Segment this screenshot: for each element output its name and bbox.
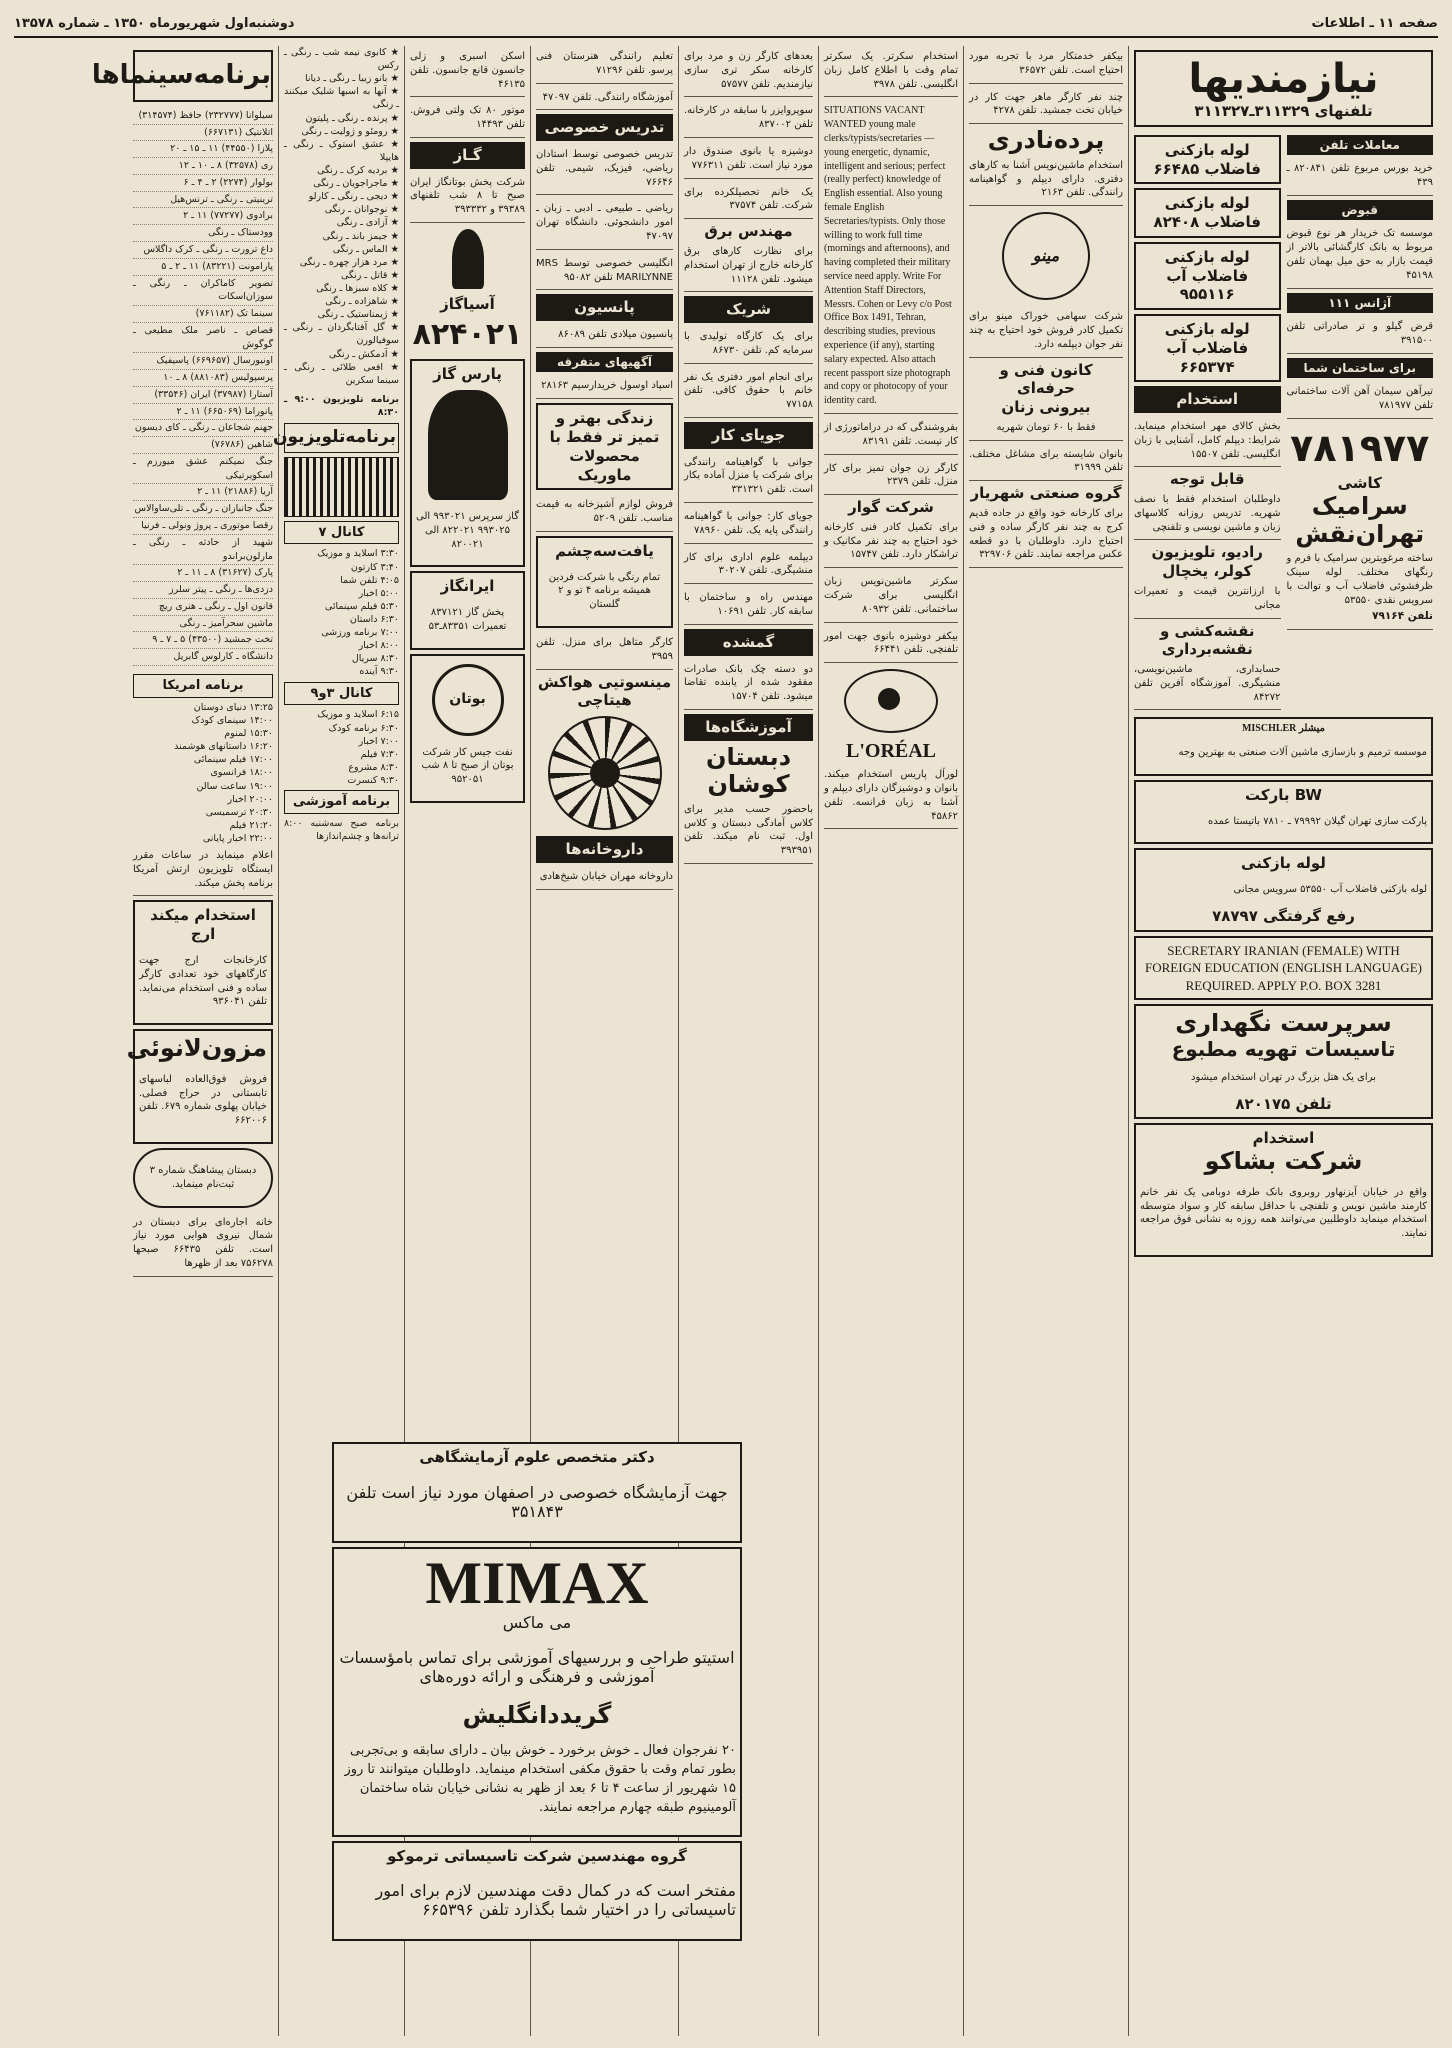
building-big-phone: ۷۸۱۹۷۷ bbox=[1290, 425, 1430, 470]
tv-program-time: برنامه تلویزیون ۹:۰۰ ـ ۸:۳۰ bbox=[284, 393, 399, 418]
us-tv-item: ۲۰:۰۰ اخبار bbox=[227, 793, 273, 805]
cinema-listing: دانشگاه ـ کارلوس گابریل bbox=[133, 649, 273, 666]
c5-ad2: سوپروایزر با سابقه در کارخانه. تلفن ۸۳۷۰۰۲ bbox=[684, 100, 813, 138]
cinema-entry: ★ کابوی نیمه شب ـ رنگی ـ رکس bbox=[284, 47, 399, 72]
tv-lions-emblem-icon bbox=[284, 457, 399, 517]
agency-head: آژانس ۱۱۱ bbox=[1287, 293, 1434, 314]
c4-ad4: انگلیسی خصوصی توسط MRS MARILYNNE تلفن ۹۵۰۸۲ bbox=[536, 253, 673, 291]
tv-item: ۳:۳۰ اسلاید و موزیک bbox=[317, 548, 399, 560]
asia-head: آسیاگاز bbox=[440, 295, 495, 314]
c5-ad5: برای انجام امور دفتری یک نفر خانم با حقوق کافی. تلفن ۷۷۱۵۸ bbox=[684, 367, 813, 418]
cinema-entry: ★ ژیمناستیک ـ رنگی bbox=[317, 309, 399, 321]
cinema-listing: شاهین (۷۶۷۸۶) bbox=[133, 437, 273, 454]
cinema-listing: بولوار (۲۲۷۴) ۲ ـ ۴ ـ ۶ bbox=[133, 175, 273, 192]
cinema-entry: ★ افعی طلائی ـ رنگی ـ سینما سکرین bbox=[284, 361, 399, 386]
loreal-eye-icon bbox=[844, 669, 938, 733]
channel-7-head: کانال ۷ bbox=[284, 521, 399, 545]
cinema-entry: ★ گل آفتابگردان ـ رنگی ـ سوفیالورن bbox=[284, 322, 399, 347]
ceramic-ad: ساخته مرغوبترین سرامیک با فرم و رنگهای مختلف. لوله سینک ظرفشوئی فاضلاب آب و توالت با سرویس نقدی ۵۳۵۵۰ تلفن ۷۹۱۶۴ bbox=[1287, 548, 1434, 630]
asia-phone: ۸۲۴۰۲۱ bbox=[412, 316, 523, 352]
us-tv-item: ۱۹:۰۰ ساعت سالن bbox=[196, 780, 273, 792]
cinema-list bbox=[133, 108, 273, 666]
private-head: تدریس خصوصی bbox=[536, 114, 673, 141]
cinema-title: برنامه‌سینماها bbox=[133, 50, 273, 102]
cinema-listing: دزدی‌ها ـ رنگی ـ پیتر سلرز bbox=[133, 582, 273, 599]
cinema-listing: پلازا (۴۴۵۵۰) ۱۱ ـ ۱۵ ـ ۲۰ bbox=[133, 141, 273, 158]
pipe-box-4: لوله بازکنی فاضلاب آب ۶۶۵۳۷۴ bbox=[1134, 314, 1281, 382]
basha-box: استخدام شرکت بشاکو واقع در خیابان آیزنهاور روبروی بانک طرفه دوبامی یک نفر خانم کارمند ماشین نویس و تلفنچی با حداقل سابقه کار و سواد متوسطه استخدام مینماید داوطلبین می‌توانند همه روزه به نشانی فوق مراجعه نمایند. bbox=[1134, 1123, 1433, 1257]
tv-item: ۸:۳۰ سریال bbox=[351, 653, 399, 665]
us-tv-item: ۱۸:۰۰ فرانسوی bbox=[210, 767, 273, 779]
cinema-listing: وودستاک ـ رنگی bbox=[133, 225, 273, 242]
cinema-listing: اونیورسال (۶۶۹۶۵۷) پاسیفیک bbox=[133, 353, 273, 370]
c6-ad2: بفروشندگی که در دراماتورژی از کار نیست. تلفن ۸۳۱۹۱ bbox=[824, 417, 958, 455]
tv-item: ۹:۳۰ آینده bbox=[359, 666, 399, 678]
cinema-listing: قانون اول ـ رنگی ـ هنری ریچ bbox=[133, 599, 273, 616]
cinema-listing: پارک (۳۱۶۲۷) ۸ ـ ۱۱ ـ ۲ bbox=[133, 565, 273, 582]
pipe-phone: رفع گرفتگی ۷۸۷۹۷ bbox=[1212, 906, 1355, 925]
cinema-listing: ترینیتی ـ رنگی ـ ترنس‌هیل bbox=[133, 192, 273, 209]
cinema-entry: ★ آدمکش ـ رنگی bbox=[328, 348, 399, 360]
gas-ad: شرکت پخش بوتانگاز ایران صبح تا ۸ شب تلفنهای ۳۹۳۸۹ و ۳۹۳۳۳۲ bbox=[410, 172, 525, 223]
building-head: برای ساختمان شما bbox=[1287, 358, 1434, 379]
tv-item: ۷:۳۰ فیلم bbox=[360, 748, 399, 760]
us-tv-note: اعلام مینماید در ساعات مقرر ایستگاه تلویزیون ارتش آمریکا برنامه پخش میکند. bbox=[133, 845, 273, 896]
fan-icon bbox=[548, 716, 662, 830]
cinema-listing: جهنم شجاعان ـ رنگی ـ کای دیسون bbox=[133, 420, 273, 437]
mimax-big: گریددانگلیش bbox=[462, 1700, 612, 1729]
tv-item: ۸:۰۰ اخبار bbox=[358, 640, 399, 652]
mischler-head: MISCHLER میشلر bbox=[1241, 723, 1326, 735]
secretary-en-ad: SECRETARY IRANIAN (FEMALE) WITH FOREIGN EDUCATION (ENGLISH LANGUAGE) REQUIRED. APPLY P.O. BOX 3281 bbox=[1134, 936, 1433, 1001]
cinema-listing: تصویر کاماکران ـ رنگی ـ سوزان‌اسکات bbox=[133, 276, 273, 307]
tv-item: ۶:۱۵ اسلاید و موزیک bbox=[317, 709, 399, 721]
cinema-entry: ★ بردیه کرک ـ رنگی bbox=[317, 164, 399, 176]
c6-ad3: کارگر زن جوان تمیز برای کار منزل. تلفن ۲۳۷۹ bbox=[824, 458, 958, 496]
c9-left-half bbox=[1134, 131, 1281, 714]
drug-head: داروخانه‌ها bbox=[536, 836, 673, 863]
transactions-head: معاملات تلفن bbox=[1287, 135, 1434, 156]
curtain-head: پرده‌نادری bbox=[987, 126, 1105, 155]
final-ad: خانه اجاره‌ای برای دبستان در شمال نیروی هوایی مورد نیاز است. تلفن ۶۶۴۳۵ صبحها ۷۵۶۲۷۸ بعد از ظهرها bbox=[133, 1212, 273, 1277]
cinema-entry: ★ جیمز باند ـ رنگی bbox=[322, 230, 399, 242]
us-tv-head: برنامه امریکا bbox=[133, 674, 273, 698]
flame-icon bbox=[452, 229, 484, 289]
cinema-listing: پانوراما (۶۶۵۰۶۹) ۱۱ ـ ۲ bbox=[133, 404, 273, 421]
cinema-entry: ★ نوجوانان ـ رنگی bbox=[324, 204, 399, 216]
cinema-entry: ★ مرد هزار چهره ـ رنگی bbox=[299, 256, 399, 268]
c5-ad8: مهندس راه و ساختمان با سابقه کار. تلفن ۱۰۶۹۱ bbox=[684, 587, 813, 625]
grade-ad: فقط با ۶۰ تومان شهریه bbox=[969, 417, 1123, 441]
c4-ad2: آموزشگاه رانندگی. تلفن ۴۷۰۹۷ bbox=[536, 87, 673, 111]
map-head: نقشه‌کشی و نقشه‌برداری bbox=[1160, 621, 1255, 659]
pars-box: پارس گاز گاز سرپرس ۹۹۳۰۲۱ الی ۹۹۳۰۲۵ ۸۲۲۰۲۱ الی ۸۲۰۰۲۱ bbox=[410, 359, 525, 567]
loreal-logo: L'ORÉAL bbox=[845, 740, 937, 763]
butan-box: بوتان نفت جیس کار شرکت بوتان از صبح تا ۸ شب ۹۵۲۰۵۱ bbox=[410, 654, 525, 803]
cinema-listing: جنگ نمیکنم عشق میورزم ـ اسکویرتیکی bbox=[133, 454, 273, 485]
tv-item: ۵:۰۰ اخبار bbox=[358, 587, 399, 599]
pipe-head: لوله بازکنی bbox=[1241, 854, 1326, 873]
scout-school-box: دبستان پیشاهنگ شماره ۳ ثبت‌نام مینماید. bbox=[133, 1148, 273, 1208]
transactions-ad: خرید بورس مربوع تلفن ۸۲۰۸۴۱ ـ ۴۳۹ bbox=[1287, 158, 1434, 196]
lost-ad: دو دسته چک بانک صادرات مفقود شده از یابنده تقاضا میشود. تلفن ۱۵۷۰۴ bbox=[684, 659, 813, 710]
tv-item: ۸:۳۰ مشروع bbox=[348, 761, 399, 773]
school-head: آموزشگاه‌ها bbox=[684, 714, 813, 741]
c9-right-half bbox=[1287, 131, 1434, 714]
radio-ad: با ارزانترین قیمت و تعمیرات مجانی bbox=[1134, 581, 1281, 619]
cinema-listing: پارامونت (۸۳۲۲۱) ۱۱ ـ ۲ ـ ۵ bbox=[133, 259, 273, 276]
basha-sub: شرکت بشاکو bbox=[1204, 1147, 1363, 1176]
cinema-entry: ★ دیجی ـ رنگی ـ کارلو bbox=[308, 191, 399, 203]
radio-sub: کولر، یخچال bbox=[1162, 562, 1253, 581]
cinema-entry: ★ پرنده ـ رنگی ـ پلیتون bbox=[305, 112, 399, 124]
cinema-entry: ★ عشق استوک ـ رنگی ـ هایپلا bbox=[284, 138, 399, 163]
c4-ad5: فروش لوازم آشپزخانه به قیمت مناسب. تلفن ۵۲۰۹ bbox=[536, 494, 673, 532]
cinema-listing: شهید از حادثه ـ رنگی ـ مارلون‌براندو bbox=[133, 535, 273, 566]
c7-ad1: بیکفر خدمتکار مرد با تجربه مورد احتیاج است. تلفن ۳۶۵۷۲ bbox=[969, 46, 1123, 84]
classifieds-phones: تلفنهای ۳۱۱۳۲۹ـ۳۱۱۳۲۷ bbox=[1194, 102, 1373, 120]
tv-item: ۷:۰۰ برنامه ورزشی bbox=[321, 627, 399, 639]
column-1-cinemas bbox=[91, 46, 278, 2036]
us-tv-item: ۱۳:۲۵ دنیای دوستان bbox=[193, 701, 273, 713]
cinema-listing: پرسپولیس (۸۸۱۰۸۳) ۸ ـ ۱۰ bbox=[133, 370, 273, 387]
c5-ad1: بعدهای کارگر زن و مرد برای کارخانه سکر تری سازی نیازمندیم. تلفن ۵۷۵۷۷ bbox=[684, 46, 813, 97]
c3-ad2: موتور ۸۰ تک ولتی فروش. تلفن ۱۴۴۹۳ bbox=[410, 100, 525, 138]
thermoco-box: گروه مهندسین شرکت تاسیساتی ترموکو مفتخر است که در کمال دقت مهندسین لازم برای امور تاسیساتی را در اختیار شما بگذارد تلفن ۶۶۵۳۹۶ bbox=[332, 1841, 742, 1942]
tv-item: ۷:۰۰ اخبار bbox=[358, 735, 399, 747]
pansion-head: پانسیون bbox=[536, 294, 673, 321]
cinema-listing: سینما تک (۷۶۱۱۸۲) bbox=[133, 306, 273, 323]
drug-ad: داروخانه مهران خیابان شیخ‌هادی bbox=[536, 866, 673, 890]
job-ad: جوانی با گواهینامه رانندگی برای شرکت یا منزل آماده بکار است. تلفن ۳۳۱۳۲۱ bbox=[684, 452, 813, 503]
tv-item: ۳:۴۰ کارتون bbox=[350, 561, 399, 573]
bw-head: BW بارکت bbox=[1245, 785, 1322, 804]
cinema-listing: تخت جمشید (۴۳۵۰۰) ۵ ـ ۷ ـ ۹ bbox=[133, 632, 273, 649]
yaft-box: یافت‌سه‌چشم تمام رنگی با شرکت فردین همیشه برنامه ۴ تو و ۲ گلستان bbox=[536, 536, 673, 628]
cinema-entry: ★ بانو زیبا ـ رنگی ـ دیانا bbox=[305, 73, 399, 85]
partner-head: شریک bbox=[684, 296, 813, 323]
c4-ad6: کارگر متاهل برای منزل. تلفن ۳۹۵۹ bbox=[536, 632, 673, 670]
classifieds-title: نیازمندیها bbox=[1188, 56, 1379, 102]
cinema-listing: جنگ جانبازان ـ رنگی ـ تلی‌ساوالاس bbox=[133, 501, 273, 518]
c6-ad5: بیکفر دوشیزه بانوی جهت امور تلفنچی. تلفن ۶۶۴۴۱ bbox=[824, 626, 958, 664]
pipe-box-3: لوله بازکنی فاضلاب آب ۹۵۵۱۱۶ bbox=[1134, 242, 1281, 310]
life-box: زندگی بهتر و تمیز تر فقط با محصولات ماوریک bbox=[536, 403, 673, 490]
iran-gas-box: ایرانگاز پخش گاز ۸۳۷۱۲۱ تعمیرات ۸۳۳۵۱ـ۵۳ bbox=[410, 571, 525, 649]
c4-ad3: ریاضی ـ طبیعی ـ ادبی ـ زبان ـ امور دانشجوئی. دانشگاه تهران ۴۷۰۹۷ bbox=[536, 198, 673, 249]
butan-logo: بوتان bbox=[432, 664, 504, 736]
grade-head: کانون فنی و حرفه‌ای bbox=[999, 360, 1093, 398]
cinema-entry: ★ ماجراجویان ـ رنگی bbox=[313, 178, 399, 190]
job-head: جویای کار bbox=[684, 422, 813, 449]
cinema-listing: آستارا (۳۷۹۸۷) ایران (۳۳۵۴۶) bbox=[133, 387, 273, 404]
ghobous-ad: موسسه تک خریدار هر نوع قبوض مربوط به بانک کارگشائی بالاتر از قیمت بازار به حق میل بهمان تلفن ۴۵۱۹۸ bbox=[1287, 223, 1434, 288]
gavar-ad: برای تکمیل کادر فنی کارخانه خود احتیاج به چند نفر مکانیک و تراشکار دارد. تلفن ۱۵۷۴۷ bbox=[824, 517, 958, 568]
gavar-head: شرکت گوار bbox=[848, 498, 934, 517]
pars-gas-mascot-icon bbox=[428, 390, 508, 500]
us-tv-item: ۱۶:۲۰ داستانهای هوشمند bbox=[174, 741, 273, 753]
issue-date: دوشنبه‌اول شهریورماه ۱۳۵۰ ـ شماره ۱۳۵۷۸ bbox=[14, 15, 295, 31]
pipe-final-box: لوله بازکنی لوله بازکنی فاضلاب آب ۵۳۵۵۰ سرویس مجانی رفع گرفتگی ۷۸۷۹۷ bbox=[1134, 848, 1433, 931]
pipe-box-2: لوله بازکنی فاضلاب ۸۲۴۰۸ bbox=[1134, 188, 1281, 238]
lost-head: گمشده bbox=[684, 629, 813, 656]
super-box: سرپرست نگهداری تاسیسات تهویه مطبوع برای یک هتل بزرگ در تهران استخدام میشود تلفن ۸۲۰۱۷۵ bbox=[1134, 1004, 1433, 1119]
mimax-logo: MIMAX bbox=[425, 1549, 649, 1616]
mimax-box: MIMAX می ماکس استیتو طراحی و بررسیهای آموزشی برای تماس بامؤسسات آموزشی و فرهنگی و ارائه دوره‌های گریددانگلیش ۲۰ نفرجوان فعال ـ خوش برخورد ـ خوش بیان ـ دارای سابقه و بی‌تجربی بطور تمام وقت با حقوق مکفی استخدام مینماید. داوطلبان میتوانند تا روز ۱۵ شهریور از ساعت ۴ تا ۶ بعد از ظهر به نشانی خیابان شاه ساختمان آلومینیوم طبقه چهارم مراجعه نمایند. bbox=[332, 1547, 742, 1837]
bw-box: BW بارکت پارکت سازی تهران گیلان ۷۹۹۹۲ ـ ۷۸۱۰ باتیستا عمده bbox=[1134, 780, 1433, 845]
gas-head: گـاز bbox=[410, 142, 525, 169]
cinema-sub bbox=[133, 108, 273, 666]
tv-item: برنامه صبح سه‌شنبه ۸:۰۰ ترانه‌ها و چشم‌اندازها bbox=[284, 818, 399, 843]
c7-lady-ad: بانوان شایسته برای مشاغل مختلف. تلفن ۳۱۹۹۹ bbox=[969, 444, 1123, 482]
page-number: صفحه ۱۱ ـ اطلاعات bbox=[1311, 15, 1438, 31]
c7-ad2: چند نفر کارگر ماهر جهت کار در خیابان تخت جمشید. تلفن ۴۲۷۸ bbox=[969, 87, 1123, 125]
us-tv-item: ۲۲:۰۰ اخبار پایانی bbox=[202, 832, 273, 844]
cinema-entry: ★ الماس ـ رنگی bbox=[332, 243, 399, 255]
elec-head: مهندس برق bbox=[704, 222, 793, 241]
cinema-entry: ★ رومئو و ژولیت ـ رنگی bbox=[301, 125, 399, 137]
cinema-listing: داغ ترورت ـ رنگی ـ کرک داگلاس bbox=[133, 242, 273, 259]
cinema-listing: رقصا موتوری ـ پروژ ونولی ـ فرنیا bbox=[133, 518, 273, 535]
us-tv-item: ۲۱:۲۰ فیلم bbox=[229, 819, 273, 831]
kashi-head: کاشی bbox=[1337, 474, 1382, 493]
c3-ad1: اسکن اسبری و زلی جانسون قانع جانسون. تلفن ۴۶۱۳۵ bbox=[410, 46, 525, 97]
super-sub: تاسیسات تهویه مطبوع bbox=[1171, 1036, 1396, 1061]
school-ad: باحضور حسب مدیر برای کلاس آمادگی دبستان و کلاس اول. ثبت نام میکند. تلفن ۳۹۳۹۵۱ bbox=[684, 799, 813, 864]
pipe-box-1: لوله بازکنی فاضلاب ۶۶۴۸۵ bbox=[1134, 135, 1281, 185]
mezon-box: مزون‌لانوئی فروش فوق‌العاده لباسهای تابستانی در حراج فصلی. خیابان پهلوی شماره ۶۷۹. تلفن ۶۶۲۰۰۶ bbox=[133, 1029, 273, 1144]
loreal-ad: لورآل پاریس استخدام میکند. بانوان و دوشیزگان دارای دیپلم و آشنا به زبان فرانسه. تلفن ۴۵۸۶۲ bbox=[824, 764, 958, 829]
cinema-entry: ★ آزادی ـ رنگی bbox=[336, 217, 399, 229]
cinema-listing: برادوی (۷۷۲۷۷) ۱۱ ـ ۲ bbox=[133, 208, 273, 225]
c9-split bbox=[1134, 131, 1433, 714]
arj-box: استخدام میکند ارج کارخانجات ارج جهت کارگاههای خود تعدادی کارگر ساده و فنی استخدام می‌نماید. تلفن ۹۳۶۰۴۱ bbox=[133, 900, 273, 1025]
cinema-listing: آریا (۲۱۸۸۶) ۱۱ ـ ۲ bbox=[133, 484, 273, 501]
mino-ad: شرکت سهامی خوراک مینو برای تکمیل کادر فروش خود احتیاج به چند نفر جوان دیپلمه دارد. bbox=[969, 306, 1123, 357]
tv-item: ۶:۳۰ داستان bbox=[349, 614, 399, 625]
column-classifieds-main bbox=[1128, 46, 1438, 2036]
partner-ad: برای یک کارگاه تولیدی با سرمایه کم. تلفن ۸۶۷۳۰ bbox=[684, 326, 813, 364]
us-tv-item: ۲۰:۳۰ ترسمیسی bbox=[205, 806, 273, 818]
classifieds-masthead bbox=[1134, 50, 1433, 127]
super-head: سرپرست نگهداری bbox=[1175, 1009, 1392, 1038]
column-6 bbox=[818, 46, 963, 2036]
fan-head: مینسوتیی هواکش هیتاچی bbox=[537, 672, 672, 710]
lumber-head: قابل توجه bbox=[1169, 470, 1245, 489]
super-phone: تلفن ۸۲۰۱۷۵ bbox=[1235, 1094, 1332, 1113]
situations-vacant-en: SITUATIONS VACANT WANTED young male clerks/typists/secretaries — young energetic, dynamic, intelligent and serious; perfect (really perfect) knowledge of English essential. Also young female English Secretaries/typists. Only those willing to work full time (mornings and afternoons), and having completed their military service need apply. Write For Attention Staff Directors, Messrs. Cohen or Levy c/o Post Office Box 1491, Tehran, describing studies, previous experience (if any), starting salary expected. Also attach recent passport size photograph and copy or photocopy of your identity card. bbox=[824, 100, 958, 414]
ghobous-head: قبوض bbox=[1287, 200, 1434, 221]
school-sub: دبستان کوشان bbox=[705, 742, 792, 799]
pansion-ad: پانسیون میلادی تلفن ۸۶۰۸۹ bbox=[536, 324, 673, 348]
us-tv-item: ۱۵:۳۰ لمنوم bbox=[224, 728, 273, 740]
lumber-ad: داوطلبان استخدام فقط با نصف شهریه. تدریس روزانه کلاسهای زبان و ماشین نویسی و تلفنچی bbox=[1134, 489, 1281, 540]
edu-program-head: برنامه آموزشی bbox=[284, 790, 399, 814]
employ-ad: بخش کالای مهر استخدام مینماید. شرایط: دیپلم کامل، آشنایی با زبان انگلیسی. تلفن ۱۵۵۰۷ bbox=[1134, 416, 1281, 467]
us-tv-item: ۱۷:۰۰ فیلم سینمائی bbox=[193, 754, 273, 766]
cinema-listing: ماشین سحرآمیز ـ رنگی bbox=[133, 616, 273, 633]
c6-ad4: سکرتر ماشین‌نویس زبان انگلیسی برای شرکت ساختمانی. تلفن ۸۰۹۳۲ bbox=[824, 571, 958, 622]
bottom-center-block bbox=[332, 1438, 742, 1945]
channel-9-head: کانال ۳و۹ bbox=[284, 682, 399, 706]
cinema-listing: قصاص ـ ناصر ملک مطیعی ـ گوگوش bbox=[133, 323, 273, 354]
map-ad: حسابداری، ماشین‌نویسی، منشیگری. آموزشگاه آفرین تلفن ۸۴۲۷۲ bbox=[1134, 659, 1281, 710]
column-7 bbox=[963, 46, 1128, 2036]
curtain-ad: استخدام ماشین‌نویس آشنا به کارهای دفتری. دارای دیپلم و گواهینامه رانندگی. تلفن ۲۱۶۳ bbox=[969, 155, 1123, 206]
cinema-listing: ری (۳۲۵۷۸) ۸ ـ ۱۰ ـ ۱۲ bbox=[133, 158, 273, 175]
ceramic-head: سرامیک تهران‌نقش bbox=[1295, 492, 1425, 548]
industry-ad: برای کارخانه خود واقع در جاده قدیم کرج به چند نفر کارگر ساده و فنی احتیاج دارد. داوطلبان با دو قطعه عکس مراجعه نمایند. تلفن ۳۲۹۷۰۶ bbox=[969, 503, 1123, 568]
cinema-entry: ★ کلاه سبزها ـ رنگی bbox=[316, 282, 399, 294]
lab-box: دکتر متخصص علوم آزمایشگاهی جهت آزمایشگاه خصوصی در اصفهان مورد نیاز است تلفن ۳۵۱۸۴۳ bbox=[332, 1442, 742, 1543]
c4-ad1: تعلیم رانندگی هنرستان فنی پرسو. تلفن ۷۱۲۹۶ bbox=[536, 46, 673, 84]
cinema-listing: اتلانتیک (۶۶۷۱۳۱) bbox=[133, 125, 273, 142]
mischler-box: MISCHLER میشلر موسسه ترمیم و بازسازی ماشین آلات صنعتی به بهترین وجه bbox=[1134, 717, 1433, 775]
misc-head: آگهیهای متفرقه bbox=[536, 352, 673, 373]
us-tv-item: ۱۴:۰۰ سینمای کودک bbox=[191, 714, 273, 726]
tv-item: ۹:۳۰ کنسرت bbox=[347, 775, 399, 787]
employ-head: استخدام bbox=[1134, 386, 1281, 413]
c5-ad7: دیپلمه علوم اداری برای کار منشیگری. تلفن ۳۰۲۰۷ bbox=[684, 547, 813, 585]
mino-logo: مینو bbox=[1002, 212, 1090, 300]
cinema-entry: ★ شاهزاده ـ رنگی bbox=[325, 296, 399, 308]
industry-head: گروه صنعتی شهریار bbox=[970, 484, 1122, 503]
c5-ad3: دوشیزه یا بانوی صندوق دار مورد نیاز است. تلفن ۷۷۶۳۱۱ bbox=[684, 141, 813, 179]
elec-ad: برای نظارت کارهای برق کارخانه خارج از تهران استخدام میشود. تلفن ۱۱۱۲۸ bbox=[684, 241, 813, 292]
misc-ad: اسپاد اوسول خریدارسیم ۲۸۱۶۳ bbox=[536, 375, 673, 399]
cinema-entry: ★ آنها به اسبها شلیک میکنند ـ رنگی bbox=[284, 86, 399, 111]
tv-item: ۶:۳۰ برنامه کودک bbox=[328, 722, 399, 734]
c5-ad4: یک خانم تحصیلکرده برای شرکت. تلفن ۳۷۵۷۴ bbox=[684, 182, 813, 220]
masthead bbox=[14, 10, 1438, 38]
tv-item: ۵:۳۰ فیلم سینمائی bbox=[324, 600, 399, 612]
agency-ad: قرض گیلو و تر صادراتی تلفن ۳۹۱۵۰۰ bbox=[1287, 316, 1434, 354]
tv-item: ۴:۰۵ تلفن شما bbox=[340, 574, 399, 586]
c6-ad1: استخدام سکرتر. یک سکرتر تمام وقت با اطلاع کامل زبان انگلیسی. تلفن ۳۹۷۸ bbox=[824, 46, 958, 97]
radio-head: رادیو، تلویزیون bbox=[1151, 543, 1263, 562]
cinema-listing: سیلوانا (۲۳۲۷۷۷) حافظ (۳۱۴۵۷۴) bbox=[133, 108, 273, 125]
private-ad: تدریس خصوصی توسط استادان ریاضی، فیزیک، شیمی. تلفن ۷۶۶۴۶ bbox=[536, 144, 673, 195]
basha-head: استخدام bbox=[1252, 1129, 1315, 1148]
c5-ad6: جویای کار: جوانی با گواهینامه رانندگی پایه یک. تلفن ۷۸۹۶۰ bbox=[684, 506, 813, 544]
cinema-entry: ★ قاتل ـ رنگی bbox=[340, 269, 399, 281]
tv-head: برنامه‌تلویزیون bbox=[284, 423, 399, 452]
grade-sub: بیرونی زنان bbox=[1001, 398, 1091, 417]
building-ad: تیرآهن سیمان آهن آلات ساختمانی تلفن ۷۸۱۹۷۷ bbox=[1287, 381, 1434, 419]
